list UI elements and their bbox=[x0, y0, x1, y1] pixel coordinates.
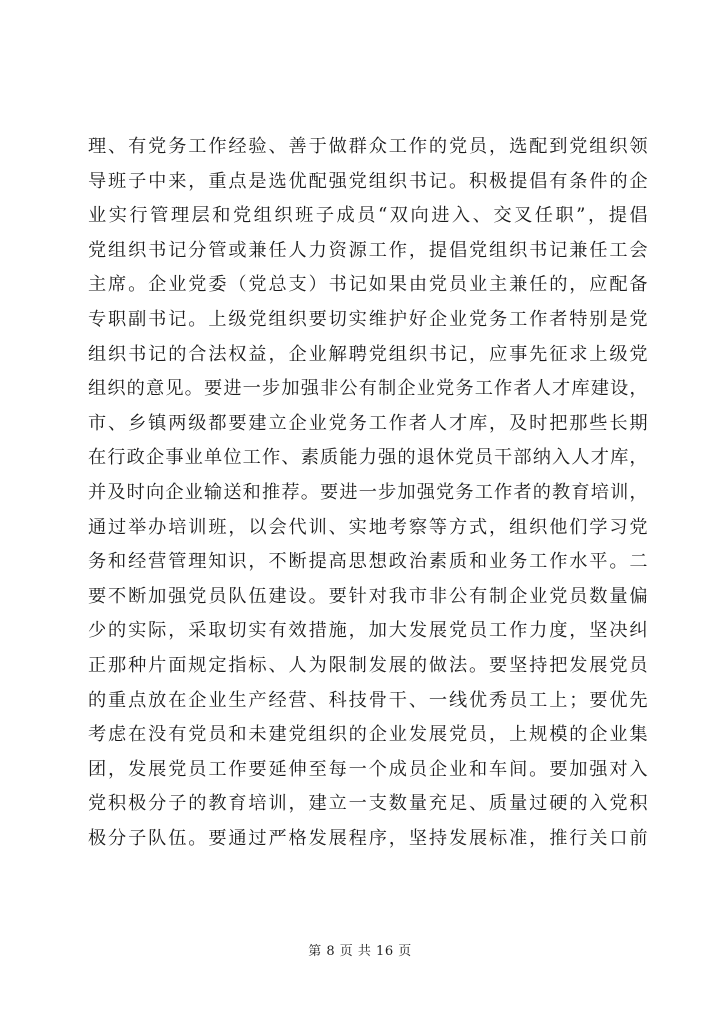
text-line: 组织书记的合法权益，企业解聘党组织书记，应事先征求上级党 bbox=[88, 343, 648, 365]
text-line: 考虑在没有党员和未建党组织的企业发展党员，上规模的企业集 bbox=[88, 724, 648, 746]
text-line: 导班子中来，重点是选优配强党组织书记。积极提倡有条件的企 bbox=[88, 170, 648, 192]
text-line: 要不断加强党员队伍建设。要针对我市非公有制企业党员数量偏 bbox=[88, 585, 648, 607]
body-paragraph bbox=[88, 130, 648, 856]
text-line: 在行政企事业单位工作、素质能力强的退休党员干部纳入人才库， bbox=[88, 447, 648, 469]
text-line: 的重点放在企业生产经营、科技骨干、一线优秀员工上；要优先 bbox=[88, 689, 648, 711]
text-line: 少的实际，采取切实有效措施，加大发展党员工作力度，坚决纠 bbox=[88, 620, 648, 642]
text-line: 正那种片面规定指标、人为限制发展的做法。要坚持把发展党员 bbox=[88, 654, 648, 676]
text-line: 团，发展党员工作要延伸至每一个成员企业和车间。要加强对入 bbox=[88, 758, 648, 780]
text-line: 理、有党务工作经验、善于做群众工作的党员，选配到党组织领 bbox=[88, 136, 648, 157]
text-line: 党积极分子的教育培训，建立一支数量充足、质量过硬的入党积 bbox=[88, 793, 648, 815]
text-line: 极分子队伍。要通过严格发展程序，坚持发展标准，推行关口前 bbox=[88, 827, 648, 849]
text-line: 党组织书记分管或兼任人力资源工作，提倡党组织书记兼任工会 bbox=[88, 239, 648, 261]
page-number-footer: 第 8 页 共 16 页 bbox=[308, 944, 412, 959]
text-line: 主席。企业党委（党总支）书记如果由党员业主兼任的，应配备 bbox=[88, 274, 648, 296]
text-line: 市、乡镇两级都要建立企业党务工作者人才库，及时把那些长期 bbox=[88, 412, 648, 434]
text-line: 组织的意见。要进一步加强非公有制企业党务工作者人才库建设， bbox=[88, 378, 648, 400]
text-line: 业实行管理层和党组织班子成员“双向进入、交叉任职”，提倡 bbox=[88, 205, 648, 227]
text-line: 并及时向企业输送和推荐。要进一步加强党务工作者的教育培训， bbox=[88, 481, 648, 503]
text-line: 通过举办培训班，以会代训、实地考察等方式，组织他们学习党 bbox=[88, 516, 648, 538]
text-line: 专职副书记。上级党组织要切实维护好企业党务工作者特别是党 bbox=[88, 308, 648, 330]
text-line: 务和经营管理知识，不断提高思想政治素质和业务工作水平。二 bbox=[88, 551, 648, 573]
